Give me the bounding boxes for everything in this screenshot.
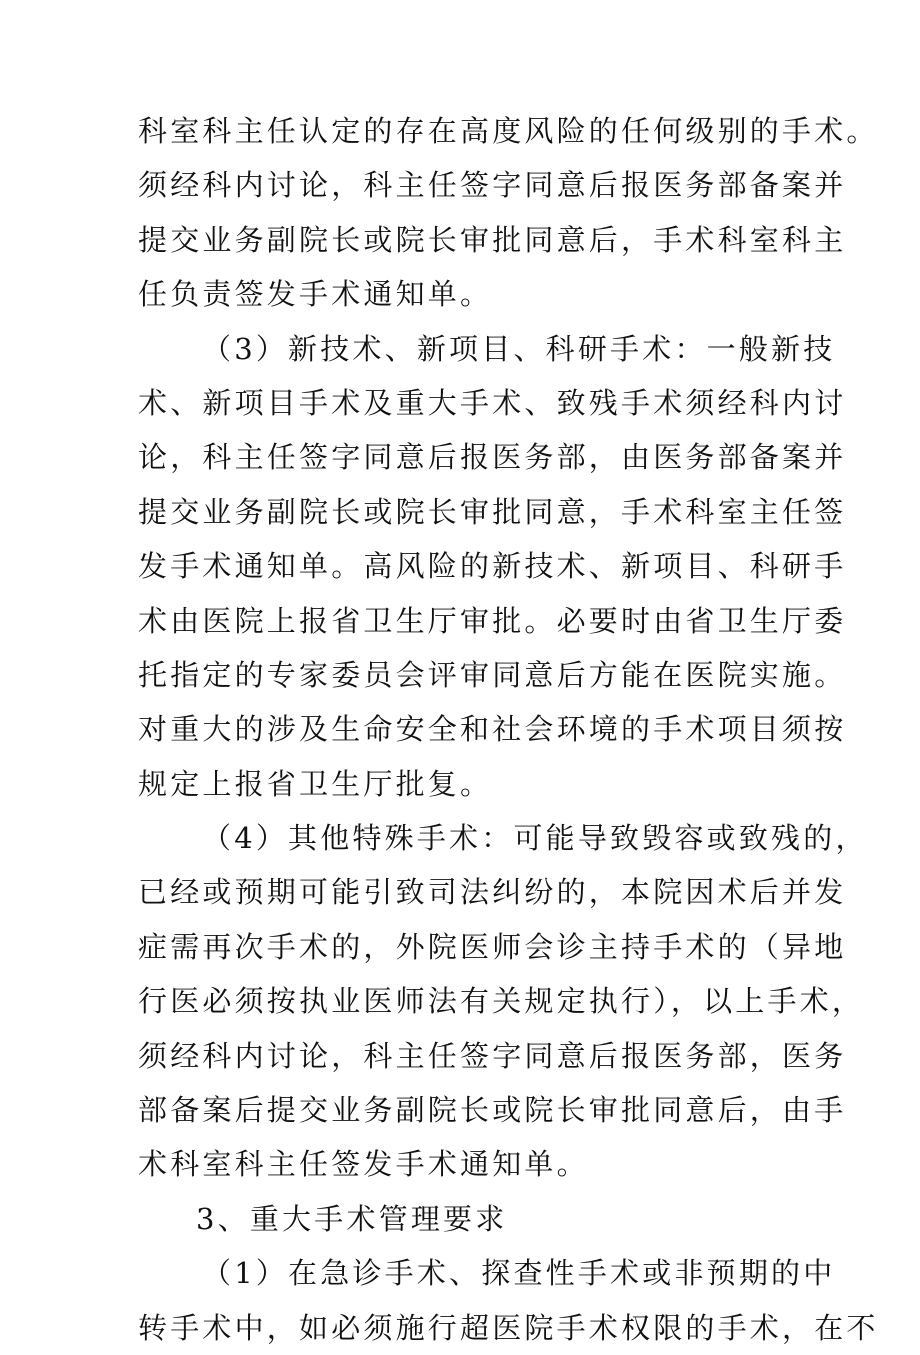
paragraph-start-line: （4）其他特殊手术：可能导致毁容或致残的，	[202, 821, 868, 856]
text-line: 科室科主任认定的存在高度风险的任何级别的手术。	[138, 114, 879, 148]
text-line: 已经或预期可能引致司法纠纷的，本院因术后并发	[138, 875, 847, 910]
text-line: 行医必须按执业医师法有关规定执行），以上手术，	[138, 984, 865, 1019]
text-line: 须经科内讨论，科主任签字同意后报医务部，医务	[138, 1038, 847, 1073]
text-line: 论，科主任签字同意后报医务部，由医务部备案并	[138, 440, 847, 475]
text-line: 规定上报省卫生厅批复。	[138, 766, 493, 801]
section-heading: 3、重大手术管理要求	[196, 1201, 508, 1236]
text-line: 提交业务副院长或院长审批同意，手术科室主任签	[138, 494, 847, 529]
text-line: 发手术通知单。高风险的新技术、新项目、科研手	[138, 549, 847, 584]
text-line: 症需再次手术的，外院医师会诊主持手术的（异地	[138, 929, 847, 964]
text-line: 术科室科主任签发手术通知单。	[138, 1147, 589, 1182]
text-line: 任负责签发手术通知单。	[138, 277, 493, 312]
text-line: 托指定的专家委员会评审同意后方能在医院实施。	[138, 657, 847, 692]
text-line: 术由医院上报省卫生厅审批。必要时由省卫生厅委	[138, 603, 847, 638]
text-line: 须经科内讨论，科主任签字同意后报医务部备案并	[138, 168, 847, 203]
text-line: 提交业务副院长或院长审批同意后，手术科室科主	[138, 222, 847, 257]
text-line: 转手术中，如必须施行超医院手术权限的手术，在不	[138, 1310, 879, 1345]
paragraph-start-line: （1）在急诊手术、探查性手术或非预期的中	[202, 1256, 836, 1291]
text-line: 部备案后提交业务副院长或院长审批同意后，由手	[138, 1093, 847, 1128]
document-body	[138, 104, 879, 1355]
text-line: 对重大的涉及生命安全和社会环境的手术项目须按	[138, 712, 847, 747]
text-line: 术、新项目手术及重大手术、致残手术须经科内讨	[138, 385, 847, 420]
paragraph-start-line: （3）新技术、新项目、科研手术：一般新技	[202, 331, 836, 366]
